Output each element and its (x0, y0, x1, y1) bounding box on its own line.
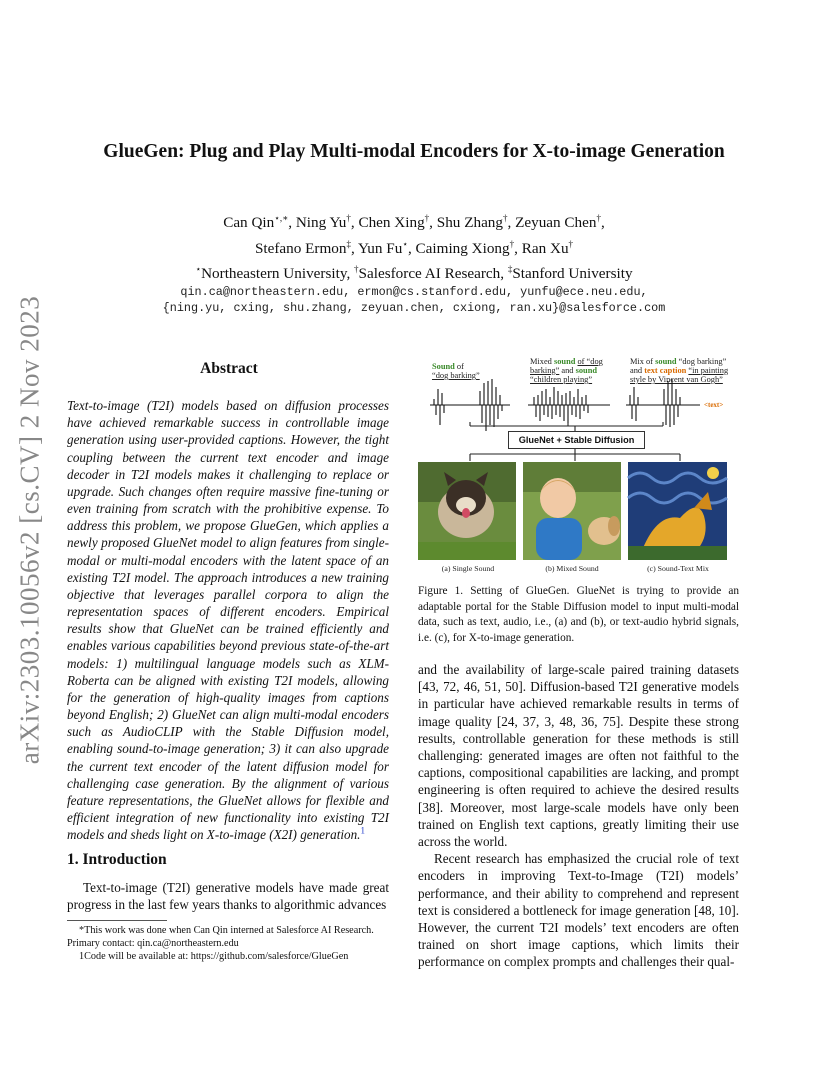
footnote-rule (67, 920, 167, 921)
label-c: Mix of sound “dog barking” and text caption “in painting style by Vincent van Gogh” (630, 357, 729, 384)
subcaption-a: (a) Single Sound (441, 564, 495, 573)
label-a: Sound of “dog barking” (432, 362, 480, 380)
van-gogh-dog-photo (628, 462, 727, 560)
footnote-2: 1Code will be available at: https://github.com/salesforce/GlueGen (79, 951, 349, 963)
abstract-footnote-mark: 1 (360, 825, 365, 836)
right-column-text (418, 661, 739, 971)
label-b: Mixed sound of “dog barking” and sound “children playing” (530, 357, 603, 384)
paper-title: GlueGen: Plug and Play Multi-modal Encoders for X-to-image Generation (103, 141, 725, 162)
abstract-text: Text-to-image (T2I) models based on diffusion processes have achieved remarkable success in controllable image generation using user-provided captions. However, the tight coupling between the current text encoder and image decoder in T2I models makes it challenging to replace or upgrade. Such changes often require massive fine-tuning or even training from scratch with the prohibitive expense. To address this problem, we propose GlueGen, which applies a newly proposed GlueNet model to align features from single-modal or multi-modal encoders with the latent space of an existing T2I model. The approach introduces a new training objective that leverages parallel corpora to align the representation spaces of different encoders. Empirical results show that GlueNet can be trained efficiently and enables various capabilities beyond previous state-of-the-art models: 1) multilingual language models such as XLM-Roberta can be aligned with existing T2I models, allowing for the generation of high-quality images from captions beyond English; 2) GlueNet can align multi-modal encoders such as AudioCLIP with the Stable Diffusion model, enabling sound-to-image generation; 3) it can also upgrade the current text encoder of the latent diffusion model for challenging case generation. By the alignment of various feature representations, the GlueNet allows for flexible and efficient integration of new functionality into existing T2I models and sheds light on X-to-image (X2I) generation. (67, 398, 389, 843)
affiliations: ⋆Northeastern University, †Salesforce AI Research, ‡Stanford University (195, 263, 633, 282)
abstract-heading: Abstract (200, 360, 258, 377)
paragraph: Recent research has emphasized the crucial role of text encoders in improving Text-to-Image (T2I) models’ performance, and their ability to comprehend and represent text is considered a bottleneck for image generation [48, 10]. However, the current T2I models’ text encoders are often trained on short image captions, which limits their performance on complex prompts and challenges their qual- (418, 851, 739, 970)
footnote-1: *This work was done when Can Qin interned at Salesforce AI Research. Primary contact: qin.ca@northeastern.edu (67, 925, 374, 950)
subcaption-b: (b) Mixed Sound (545, 564, 599, 573)
figure-caption: Figure 1. Setting of GlueGen. GlueNet is trying to provide an adaptable portal for the Stable Diffusion model to input multi-modal data, such as text, audio, i.e., (a) and (b), or text-audio hybrid signals, i.e. (c), for X-to-image generation. (418, 585, 739, 644)
emails-line-2: {ning.yu, cxing, shu.zhang, zeyuan.chen, cxiong, ran.xu}@salesforce.com (162, 301, 666, 315)
arxiv-stamp: arXiv:2303.10056v2 [cs.CV] 2 Nov 2023 (14, 295, 45, 765)
authors-line-1: Can Qin⋆,∗, Ning Yu†, Chen Xing†, Shu Zhang†, Zeyuan Chen†, (223, 212, 605, 231)
intro-paragraph: Text-to-image (T2I) generative models have made great progress in the last few years thanks to algorithmic advances (67, 880, 389, 913)
figure-1 (418, 348, 740, 580)
figure-graphics (418, 348, 740, 580)
authors-line-2: Stefano Ermon‡, Yun Fu⋆, Caiming Xiong†, Ran Xu† (254, 238, 574, 257)
text-tag: <text> (704, 401, 724, 409)
gluenet-box: GlueNet + Stable Diffusion (508, 431, 645, 449)
emails-line-1: qin.ca@northeastern.edu, ermon@cs.stanford.edu, yunfu@ece.neu.edu, (180, 285, 648, 299)
waveform-c (626, 379, 700, 427)
boy-and-dog-photo (523, 462, 621, 560)
subcaption-c: (c) Sound-Text Mix (647, 564, 709, 573)
paragraph: and the availability of large-scale paired training datasets [43, 72, 46, 51, 50]. Diffusion-based T2I generative models in particular have achieved remarkable results in terms of image quality [24, 37, 3, 48, 36, 75]. Despite these strong results, controllable generation for these methods is still challenging: generated images are often not faithful to the captions, compositional capabilities are lacking, and prompt engineering is often required to achieve the desired results [38]. Moreover, most large-scale models have only been trained on English text captions, greatly limiting their use across the world. (418, 662, 739, 850)
waveform-b (528, 387, 610, 423)
section-heading: 1. Introduction (67, 851, 167, 868)
dog-photo (418, 462, 516, 560)
abstract-body (67, 397, 389, 843)
footnotes (67, 924, 391, 964)
